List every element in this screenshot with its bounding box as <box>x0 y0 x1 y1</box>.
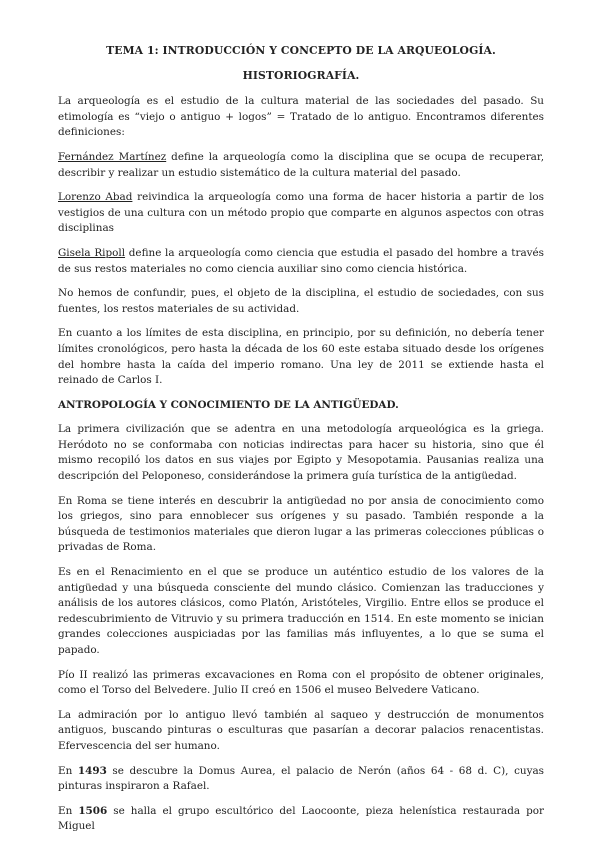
paragraph-text: se halla el grupo escultórico del Laocoonte, pieza helenística restaurada por Miguel <box>58 804 544 833</box>
title-line-2: HISTORIOGRAFÍA. <box>242 68 360 82</box>
paragraph-greece: La primera civilización que se adentra en una metodología arqueológica es la griega. Heródoto no se conformaba con noticias indirectas para hacer su historia, sino que él mismo recopiló los datos en sus viajes por Egipto y Mesopotamia. Pausanias realiza una descripción del Peloponeso, considerándose la primera guía turística de la antigüedad. <box>58 423 544 483</box>
paragraph-text: define la arqueología como la disciplina que se ocupa de recuperar, describir y realizar un estudio sistemático de la cultura material del pasado. <box>58 150 545 179</box>
paragraph-object: No hemos de confundir, pues, el objeto de la disciplina, el estudio de sociedades, con sus fuentes, los restos materiales de su actividad. <box>58 287 544 315</box>
paragraph-1493 <box>58 764 544 795</box>
paragraph-prefix: En <box>58 804 79 817</box>
paragraph-pius-ii: Pío II realizó las primeras excavaciones en Roma con el propósito de obtener originales, como el Torso del Belvedere. Julio II creó en 1506 el museo Belvedere Vaticano. <box>58 668 544 697</box>
year: 1506 <box>78 804 108 817</box>
document-page <box>58 43 544 844</box>
title-line-1: TEMA 1: INTRODUCCIÓN Y CONCEPTO DE LA ARQUEOLOGÍA. <box>106 44 496 57</box>
paragraph-definition-1 <box>58 150 544 181</box>
paragraph-renaissance: Es en el Renacimiento en el que se produce un auténtico estudio de los valores de la antigüedad y una búsqueda consciente del mundo clásico. Comienzan las traducciones y análisis de los autores clásicos, como Platón, Aristóteles, Virgilio. Entre ellos se produce el redescubrimiento de Vitruvio y su primera traducción en 1514. En este momento se inician grandes colecciones auspiciadas por las familias más influyentes, a lo que se suma el papado. <box>58 566 544 656</box>
author-name: Fernández Martínez <box>58 150 167 163</box>
paragraph-text: reivindica la arqueología como una forma de hacer historia a partir de los vestigios de una cultura con un método propio que comparte en algunos aspectos con otras disciplinas <box>58 191 544 235</box>
paragraph-rome: En Roma se tiene interés en descubrir la antigüedad no por ansia de conocimiento como los griegos, sino para ennoblecer sus orígenes y su pasado. También responde a la búsqueda de testimonios materiales que dieron lugar a las primeras colecciones públicas o privadas de Roma. <box>58 494 544 554</box>
paragraph-definition-2 <box>58 190 544 237</box>
paragraph-text: define la arqueología como ciencia que estudia el pasado del hombre a través de sus restos materiales no como ciencia auxiliar sino como ciencia histórica. <box>58 246 544 275</box>
year: 1493 <box>77 764 107 777</box>
paragraph-text: se descubre la Domus Aurea, el palacio de Nerón (años 64 - 68 d. C), cuyas pinturas inspiraron a Rafael. <box>58 764 544 793</box>
paragraph-looting: La admiración por lo antiguo llevó también al saqueo y destrucción de monumentos antiguos, buscando pinturas o esculturas que pasarían a decorar palacios renacentistas. Efervescencia del ser humano. <box>58 708 544 752</box>
paragraph-definition-3 <box>58 246 544 277</box>
paragraph-1506 <box>58 804 544 835</box>
paragraph-intro: La arqueología es el estudio de la cultura material de las sociedades del pasado. Su etimología es “viejo o antiguo + logos” = Tratado de lo antiguo. Encontramos diferentes definiciones: <box>58 95 544 139</box>
paragraph-limits: En cuanto a los límites de esta disciplina, en principio, por su definición, no debería tener límites cronológicos, pero hasta la década de los 60 este estaba situado desde los orígenes del hombre hasta la caída del imperio romano. Una ley de 2011 se extiende hasta el reinado de Carlos I. <box>58 327 544 387</box>
author-name: Lorenzo Abad <box>58 191 133 204</box>
paragraph-prefix: En <box>58 764 78 777</box>
section-heading: ANTROPOLOGÍA Y CONOCIMIENTO DE LA ANTIGÜEDAD. <box>58 398 399 411</box>
author-name: Gisela Ripoll <box>58 246 126 259</box>
